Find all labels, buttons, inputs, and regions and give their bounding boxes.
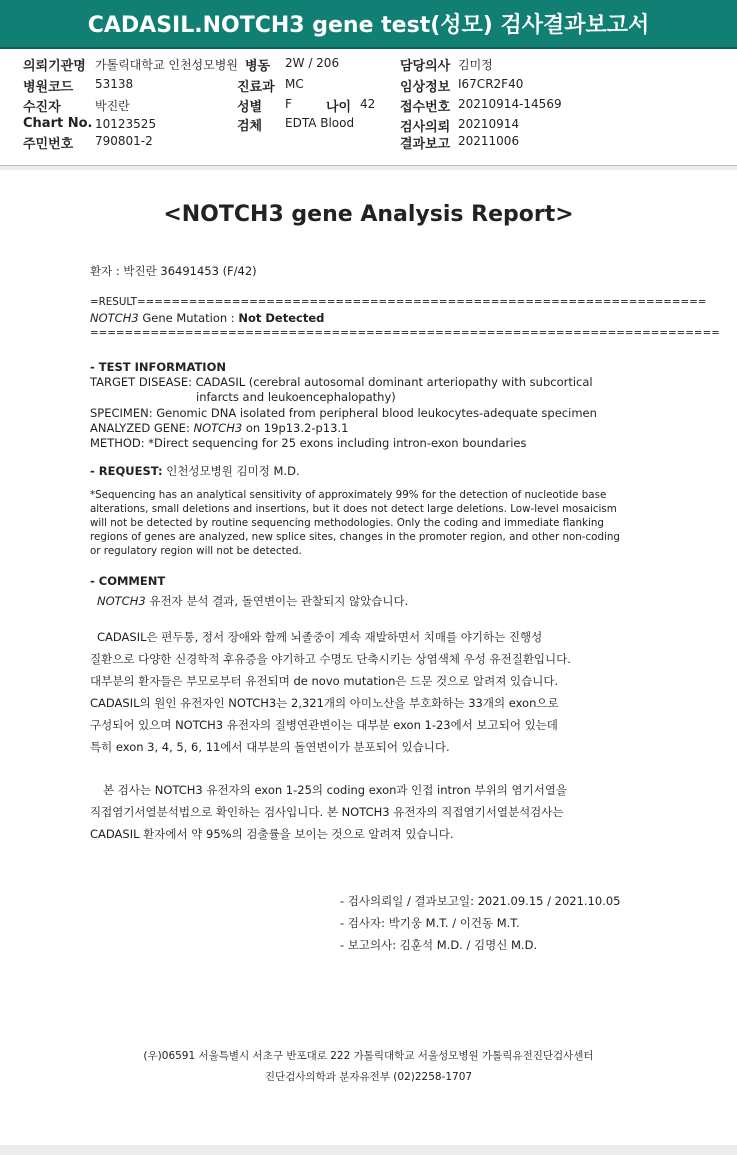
id-value: 790801-2: [95, 134, 153, 148]
para1-line: CADASIL의 원인 유전자인 NOTCH3는 2,321개의 아미노산을 부호화하는 33개의 exon으로: [90, 696, 559, 710]
target-disease-line-2: infarcts and leukoencephalopathy): [196, 390, 396, 404]
footer-address: (우)06591 서울특별시 서초구 반포대로 222 가톨릭대학교 서울성모병원 가톨릭유전진단검사센터: [143, 1050, 594, 1062]
para1-line: CADASIL은 편두통, 정서 장애와 함께 뇌졸중이 계속 재발하면서 치매를 야기하는 진행성: [97, 630, 543, 644]
request-line: [90, 463, 300, 479]
para2-line: 본 검사는 NOTCH3 유전자의 exon 1-25의 coding exon과 인접 intron 부위의 염기서열을: [103, 783, 568, 797]
specimen-label: 검체: [237, 119, 263, 134]
analysis-report-title: <NOTCH3 gene Analysis Report>: [163, 202, 574, 227]
id-label: 주민번호: [23, 137, 74, 152]
result-rule-top: =RESULT==================================================================: [90, 296, 707, 308]
comment-line: [97, 593, 408, 609]
patient-line: 환자 : 박진란 36491453 (F/42): [90, 264, 257, 278]
age-label: 나이: [326, 100, 352, 115]
para1-line: 대부분의 환자들은 부모로부터 유전되며 de novo mutation은 드문 것으로 알려져 있습니다.: [90, 674, 559, 688]
specimen-line: SPECIMEN: Genomic DNA isolated from peripheral blood leukocytes-adequate specimen: [90, 406, 597, 420]
report-sheet: [0, 170, 737, 1145]
hospital-code-label: 병원코드: [23, 80, 74, 95]
signoff-line: - 보고의사: 김훈석 M.D. / 김명신 M.D.: [340, 938, 538, 952]
chart-value: 10123525: [95, 117, 157, 131]
age-value: 42: [360, 97, 376, 111]
sex-value: F: [285, 97, 292, 111]
para2-line: CADASIL 환자에서 약 95%의 검출률을 보이는 것으로 알려져 있습니다.: [90, 827, 454, 841]
request-label: - REQUEST:: [90, 464, 163, 478]
request-date-value: 20210914: [458, 117, 520, 131]
doctor-label: 담당의사: [400, 59, 451, 74]
chart-label: Chart No.: [23, 116, 93, 131]
institution-label: 의뢰기관명: [23, 59, 86, 74]
analyzed-gene-name: NOTCH3: [193, 421, 243, 435]
analyzed-gene-prefix: ANALYZED GENE:: [90, 421, 194, 435]
institution-value: 가톨릭대학교 인천성모병원: [95, 58, 238, 72]
para2-line: 직접염기서열분석법으로 확인하는 검사입니다. 본 NOTCH3 유전자의 직접염기서열분석검사는: [90, 805, 564, 819]
result-rule-bottom: =========================================================================: [90, 327, 720, 339]
report-title-bar: [0, 0, 737, 49]
ward-label: 병동: [245, 59, 271, 74]
signoff-line: - 검사자: 박기웅 M.T. / 이건동 M.T.: [340, 916, 520, 930]
comment-header: - COMMENT: [90, 574, 166, 588]
note-line: alterations, small deletions and insertions, but it does not detect large deletions. Low-level mosaicism: [90, 503, 617, 515]
comment-text: 유전자 분석 결과, 돌연변이는 관찰되지 않았습니다.: [145, 594, 409, 608]
request-value: 인천성모병원 김미정 M.D.: [166, 464, 300, 478]
method-line: METHOD: *Direct sequencing for 25 exons including intron-exon boundaries: [90, 436, 527, 450]
result-value: Not Detected: [238, 311, 325, 325]
doctor-value: 김미정: [458, 58, 493, 72]
para1-line: 구성되어 있으며 NOTCH3 유전자의 질병연관변이는 대부분 exon 1-23에서 보고되어 있는데: [90, 718, 558, 732]
examinee-value: 박진란: [95, 99, 130, 113]
note-line: will not be detected by routine sequencing methodologies. Only the coding and immediate flanking: [90, 517, 604, 529]
result-line: [90, 311, 324, 325]
clinical-info-value: I67CR2F40: [458, 77, 524, 91]
patient-info-panel: [0, 49, 737, 166]
para1-line: 특히 exon 3, 4, 5, 6, 11에서 대부분의 돌연변이가 분포되어 있습니다.: [90, 740, 450, 754]
result-prefix: Gene Mutation :: [138, 311, 239, 325]
request-date-label: 검사의뢰: [400, 120, 451, 135]
para1-line: 질환으로 다양한 신경학적 후유증을 야기하고 수명도 단축시키는 상염색체 우성 유전질환입니다.: [90, 652, 571, 666]
report-date-label: 결과보고: [400, 137, 451, 152]
dept-label: 진료과: [237, 80, 275, 95]
note-line: *Sequencing has an analytical sensitivity of approximately 99% for the detection of nucleotide base: [90, 489, 607, 501]
note-line: regions of genes are analyzed, new splice sites, changes in the promoter region, and other non-coding: [90, 531, 620, 543]
target-disease-line-1: TARGET DISEASE: CADASIL (cerebral autosomal dominant arteriopathy with subcortical: [90, 375, 593, 389]
footer-department: 진단검사의학과 분자유전부 (02)2258-1707: [264, 1071, 473, 1083]
clinical-info-label: 임상정보: [400, 80, 451, 95]
hospital-code-value: 53138: [95, 77, 134, 91]
comment-gene-name: NOTCH3: [97, 594, 146, 608]
note-line: or regulatory region will not be detected.: [90, 545, 302, 557]
sex-label: 성별: [237, 100, 263, 115]
dept-value: MC: [285, 77, 304, 91]
analyzed-gene-suffix: on 19p13.2-p13.1: [242, 421, 349, 435]
receipt-label: 접수번호: [400, 100, 451, 115]
report-title: CADASIL.NOTCH3 gene test(성모) 검사결과보고서: [87, 13, 650, 38]
result-gene-name: NOTCH3: [90, 311, 139, 325]
analyzed-gene-line: [90, 421, 348, 435]
specimen-value: EDTA Blood: [285, 116, 355, 130]
ward-value: 2W / 206: [285, 56, 340, 70]
report-date-value: 20211006: [458, 134, 520, 148]
examinee-label: 수진자: [23, 100, 61, 115]
receipt-value: 20210914-14569: [458, 97, 562, 111]
test-info-header: - TEST INFORMATION: [90, 360, 226, 374]
signoff-line: - 검사의뢰일 / 결과보고일: 2021.09.15 / 2021.10.05: [340, 894, 621, 908]
